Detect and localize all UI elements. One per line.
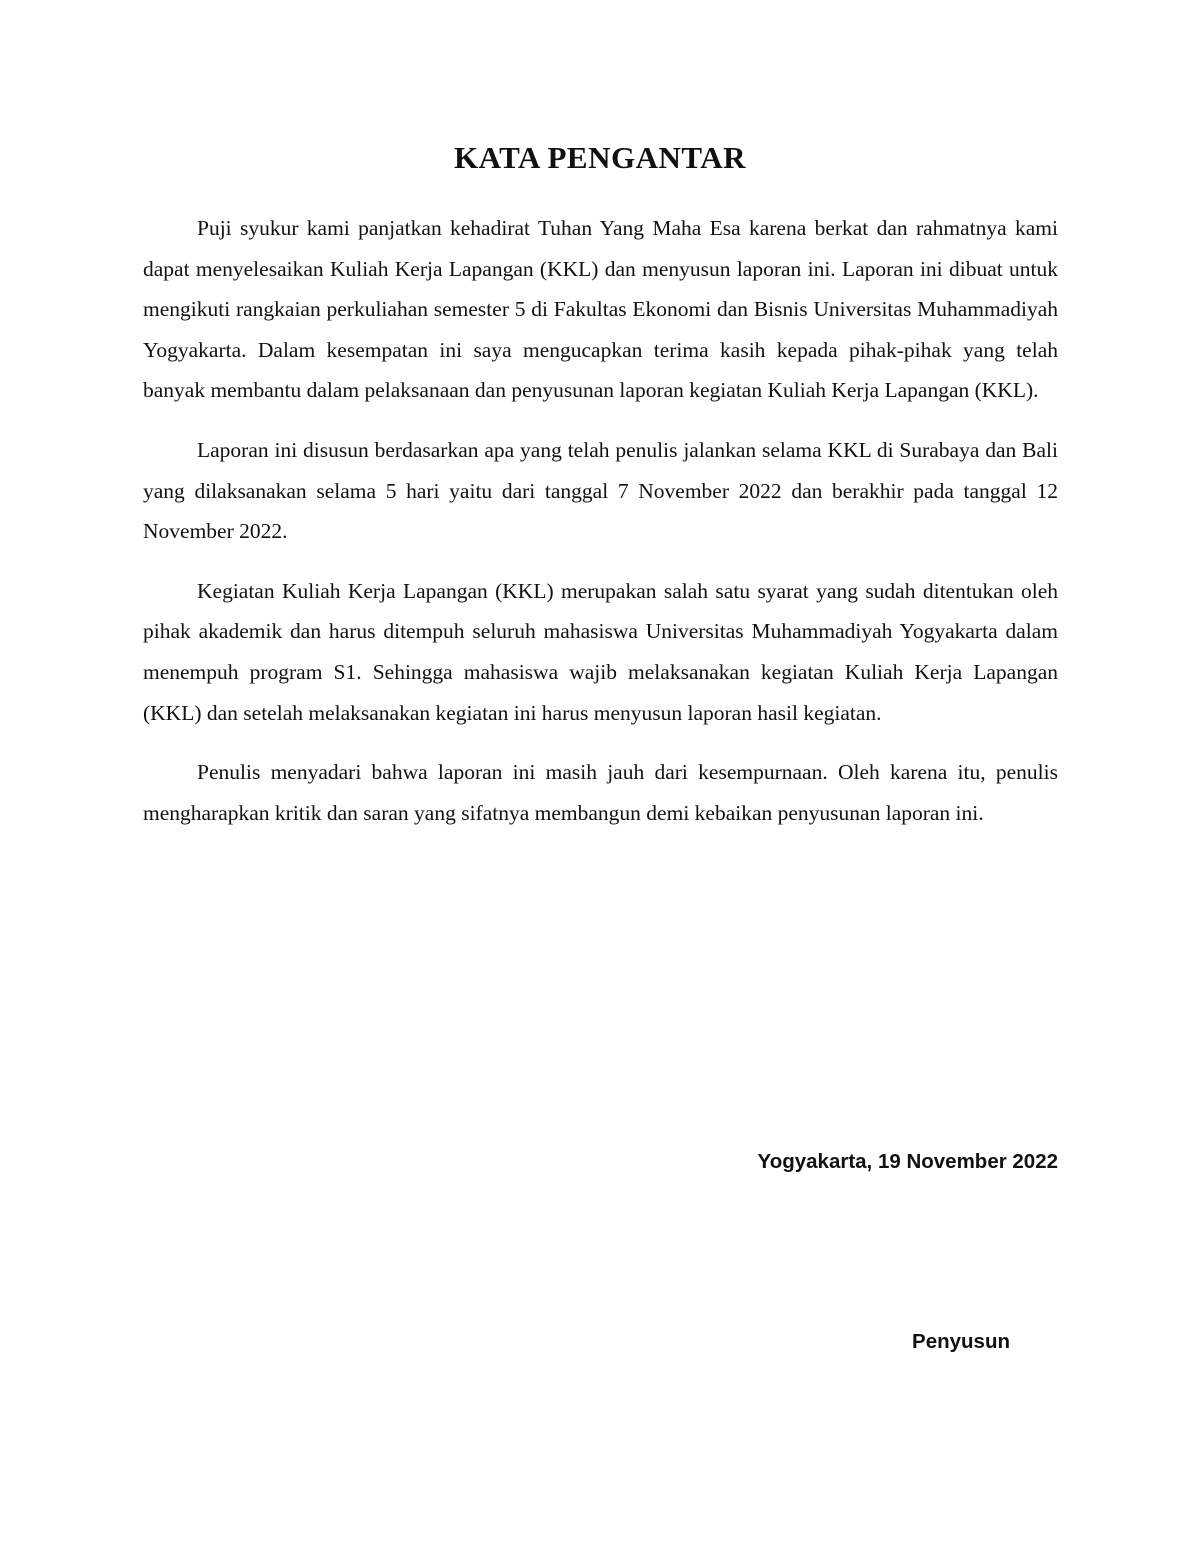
document-body: [143, 208, 1058, 852]
paragraph-4: Penulis menyadari bahwa laporan ini masih jauh dari kesempurnaan. Oleh karena itu, penulis mengharapkan kritik dan saran yang sifatnya membangun demi kebaikan penyusunan laporan ini.: [143, 760, 1058, 825]
paragraph-1: Puji syukur kami panjatkan kehadirat Tuhan Yang Maha Esa karena berkat dan rahmatnya kami dapat menyelesaikan Kuliah Kerja Lapangan (KKL) dan menyusun laporan ini. Laporan ini dibuat untuk mengikuti rangkaian perkuliahan semester 5 di Fakultas Ekonomi dan Bisnis Universitas Muhammadiyah Yogyakarta. Dalam kesempatan ini saya mengucapkan terima kasih kepada pihak-pihak yang telah banyak membantu dalam pelaksanaan dan penyusunan laporan kegiatan Kuliah Kerja Lapangan (KKL).: [143, 216, 1058, 403]
page-title: KATA PENGANTAR: [453, 140, 747, 175]
signer-label: Penyusun: [912, 1330, 1010, 1353]
place-and-date: Yogyakarta, 19 November 2022: [757, 1150, 1058, 1173]
paragraph-2: Laporan ini disusun berdasarkan apa yang telah penulis jalankan selama KKL di Surabaya dan Bali yang dilaksanakan selama 5 hari yaitu dari tanggal 7 November 2022 dan berakhir pada tanggal 12 November 2022.: [143, 437, 1058, 544]
paragraph-3: Kegiatan Kuliah Kerja Lapangan (KKL) merupakan salah satu syarat yang sudah ditentukan oleh pihak akademik dan harus ditempuh seluruh mahasiswa Universitas Muhammadiyah Yogyakarta dalam menempuh program S1. Sehingga mahasiswa wajib melaksanakan kegiatan Kuliah Kerja Lapangan (KKL) dan setelah melaksanakan kegiatan ini harus menyusun laporan hasil kegiatan.: [143, 578, 1058, 725]
